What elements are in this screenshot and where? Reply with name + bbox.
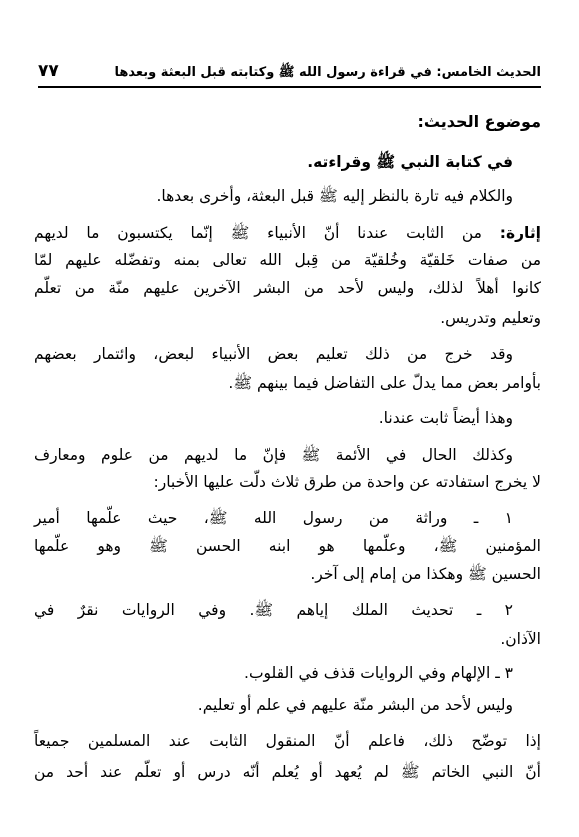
text-line: وتعليم وتدريس. [440, 309, 541, 327]
text-line: الآذان. [500, 630, 541, 648]
text-line: والكلام فيه تارة بالنظر إليه ﷺ قبل البعثة، وأخرى بعدها. [156, 187, 513, 205]
text-line: وليس لأحد من البشر منّة عليهم في علم أو تعليم. [197, 696, 513, 714]
text-line: بأوامر بعض مما يدلّ على التفاضل فيما بينهم ﷺ. [228, 374, 541, 392]
page-number: ٧٧ [38, 61, 59, 81]
text-line: أنّ النبي الخاتم ﷺ لم يُعهد أو يُعلم أنّه درس أو تعلّم عند أحد من [34, 763, 541, 781]
text-line: المؤمنين ﷺ، وعلّمها هو ابنه الحسن ﷺ وهو علّمها [34, 537, 541, 555]
text-line: ٣ ـ الإلهام وفي الروايات قذف في القلوب. [244, 664, 513, 682]
text-line: وهذا أيضاً ثابت عندنا. [378, 409, 513, 427]
text-line: من صفات خَلقيّة وخُلقيّة من قِبل الله تعالى بمنه وتفضّله عليهم لمّا [34, 251, 541, 269]
running-header [38, 60, 541, 88]
text-line: وقد خرج من ذلك تعليم بعض الأنبياء لبعض، وائتمار بعضهم [34, 345, 513, 363]
text-line: الحسين ﷺ وهكذا من إمام إلى آخر. [310, 565, 541, 583]
label-bold: إثارة: [499, 224, 541, 242]
text-line: كانوا أهلاً لذلك، وليس لأحد من البشر الآخرين عليهم منّة من تعلّم [34, 279, 541, 297]
text-line [34, 223, 541, 246]
header-title: الحديث الخامس: في قراءة رسول الله ﷺ وكتابته قبل البعثة وبعدها [114, 65, 541, 80]
text-line: ١ ـ وراثة من رسول الله ﷺ، حيث علّمها أمير [34, 509, 513, 527]
text-line: موضوع الحديث: [417, 112, 541, 131]
text-line: وكذلك الحال في الأئمة ﷺ فإنّ ما لديهم من علوم ومعارف [34, 446, 513, 464]
text-line: إذا توضّح ذلك، فاعلم أنّ المنقول الثابت عند المسلمين جميعاً [34, 732, 541, 750]
text-line: في كتابة النبي ﷺ وقراءته. [307, 153, 513, 171]
text-line: ٢ ـ تحديث الملك إياهم ﷺ. وفي الروايات نقرٌ في [34, 601, 513, 619]
line-text: من الثابت عندنا أنّ الأنبياء ﷺ إنّما يكتسبون ما لديهم [34, 224, 500, 242]
text-line: لا يخرج استفادته عن واحدة من طرق ثلاث دلّت عليها الأخبار: [153, 473, 541, 491]
